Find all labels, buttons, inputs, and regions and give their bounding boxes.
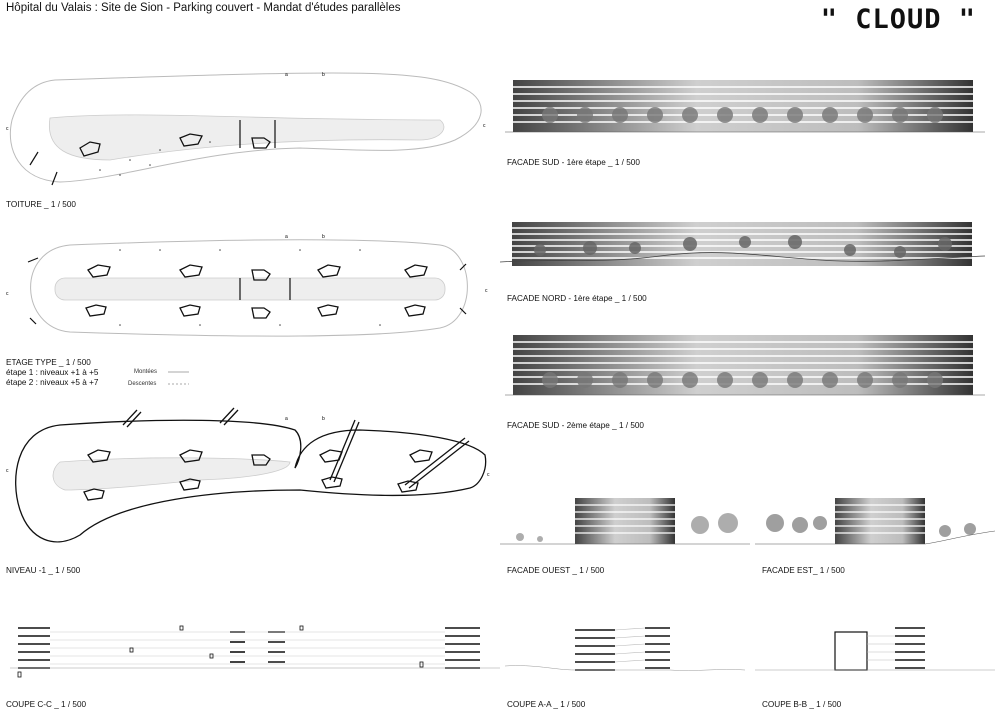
- roof-plan: [0, 60, 500, 195]
- section-c-c-caption: COUPE C-C _ 1 / 500: [6, 700, 87, 709]
- section-mark-c: c: [6, 291, 9, 297]
- south-elevation-1-caption: FACADE SUD - 1ère étape _ 1 / 500: [507, 158, 640, 167]
- section-mark-a: a: [285, 416, 288, 422]
- project-brand: " CLOUD ": [820, 4, 976, 35]
- north-elevation-1-caption: FACADE NORD - 1ère étape _ 1 / 500: [507, 294, 647, 303]
- legend-swatches: [165, 368, 195, 390]
- section-mark-c: c: [487, 472, 490, 478]
- east-elevation: [755, 495, 995, 550]
- basement-level-plan: [0, 405, 500, 565]
- section-b-b: [755, 618, 995, 682]
- typical-floor-plan: [0, 230, 500, 345]
- section-mark-c: c: [485, 288, 488, 294]
- east-elevation-caption: FACADE EST_ 1 / 500: [762, 566, 845, 575]
- typical-floor-note-2: étape 2 : niveaux +5 à +7: [6, 378, 99, 387]
- legend-down-label: Descentes: [128, 381, 157, 387]
- west-elevation-caption: FACADE OUEST _ 1 / 500: [507, 566, 605, 575]
- south-elevation-2-caption: FACADE SUD - 2ème étape _ 1 / 500: [507, 421, 644, 430]
- section-mark-a: a: [285, 234, 288, 240]
- section-a-a: [505, 618, 745, 682]
- south-elevation-stage-2: [505, 330, 985, 402]
- section-mark-b: b: [322, 72, 325, 78]
- section-mark-b: b: [322, 234, 325, 240]
- section-mark-a: a: [285, 72, 288, 78]
- section-mark-c: c: [6, 126, 9, 132]
- section-c-c: [10, 618, 500, 682]
- north-elevation-stage-1: [500, 218, 985, 273]
- typical-floor-note-1: étape 1 : niveaux +1 à +5: [6, 368, 99, 377]
- basement-plan-caption: NIVEAU -1 _ 1 / 500: [6, 566, 81, 575]
- roof-plan-caption: TOITURE _ 1 / 500: [6, 200, 76, 209]
- typical-floor-caption: ETAGE TYPE _ 1 / 500: [6, 358, 91, 367]
- legend-up-label: Montées: [134, 369, 158, 375]
- section-a-a-caption: COUPE A-A _ 1 / 500: [507, 700, 586, 709]
- west-elevation: [500, 495, 750, 550]
- section-mark-b: b: [322, 416, 325, 422]
- section-mark-c: c: [6, 468, 9, 474]
- section-b-b-caption: COUPE B-B _ 1 / 500: [762, 700, 842, 709]
- south-elevation-stage-1: [505, 75, 985, 140]
- sheet-title: Hôpital du Valais : Site de Sion - Parking couvert - Mandat d'études parallèles: [6, 2, 401, 14]
- section-mark-c: c: [483, 123, 486, 129]
